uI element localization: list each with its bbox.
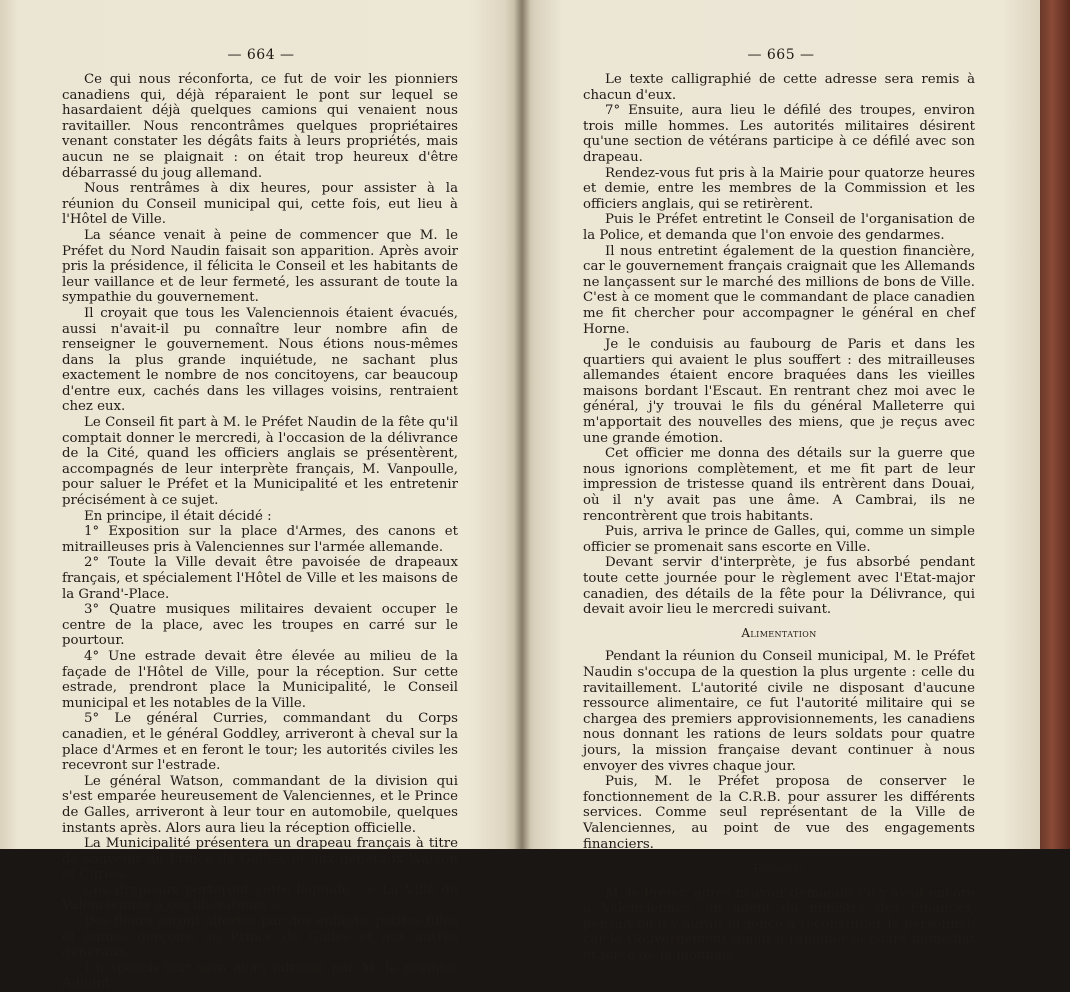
section-heading-finances: Finances (753, 862, 805, 877)
paragraph: Le texte calligraphié de cette adresse sera remis à chacun d'eux. (583, 72, 975, 103)
paragraph: Le général Watson, commandant de la division qui s'est emparée heureusement de Valenciennes, et le Prince de Galles, arriveront à leur tour en automobile, quelques instants après. Alors aura lieu la réception officielle. (62, 773, 458, 836)
right-page-number: — 665 — (747, 47, 815, 63)
paragraph: Rendez-vous fut pris à la Mairie pour quatorze heures et demie, entre les membres de la Commission et les officiers anglais, qui se retirèrent. (583, 165, 975, 212)
right-page-text (583, 72, 975, 964)
left-page-text (62, 72, 458, 992)
paragraph: 5° Le général Curries, commandant du Corps canadien, et le général Goddley, arriveront à cheval sur la place d'Armes et en feront le tour; les autorités civiles les recevront sur l'estrade. (62, 711, 458, 774)
paragraph: 3° Quatre musiques militaires devaient occuper le centre de la place, avec les troupes en carré sur le pourtour. (62, 602, 458, 649)
paragraph: 1° Exposition sur la place d'Armes, des canons et mitrailleuses pris à Valenciennes sur l'armée allemande. (62, 524, 458, 555)
paragraph: Un speech leur sera alors adressé par M. le premier Adjoint. (62, 960, 458, 992)
paragraph: Puis, arriva le prince de Galles, qui, comme un simple officier se promenait sans escorte en Ville. (583, 524, 975, 555)
paragraph: Nous rentrâmes à dix heures, pour assister à la réunion du Conseil municipal qui, cette fois, eut lieu à l'Hôtel de Ville. (62, 181, 458, 228)
paragraph: Pendant la réunion du Conseil municipal, M. le Préfet Naudin s'occupa de la question la plus urgente : celle du ravitaillement. L'autorité civile ne disposant d'aucune ressource alimentaire, ce fut l'autorité militaire qui se chargea des premiers approvisionnements, les canadiens nous donnant les rations de leurs soldats pour quatre jours, la mission française devant continuer à nous envoyer des vivres chaque jour. (583, 649, 975, 774)
paragraph: Ce qui nous réconforta, ce fut de voir les pionniers canadiens qui, déjà réparaient le pont sur lequel se hasardaient déjà quelques camions qui venaient nous ravitailler. Nous rencontrâmes quelques propriétaires venant constater les dégâts faits à leurs propriétés, mais aucun ne se plaignait : on était trop heureux d'être débarrassé du joug allemand. (62, 72, 458, 181)
paragraph: Puis le Préfet entretint le Conseil de l'organisation de la Police, et demanda que l'on envoie des gendarmes. (583, 212, 975, 243)
book-cover-edge (1040, 0, 1070, 849)
paragraph: 7° Ensuite, aura lieu le défilé des troupes, environ trois mille hommes. Les autorités militaires désirent qu'une section de vétérans participe à ce défilé avec son drapeau. (583, 103, 975, 165)
paragraph: Cet officier me donna des détails sur la guerre que nous ignorions complètement, et me fit part de leur impression de tristesse quand ils entrèrent dans Douai, où il n'y avait pas une âme. A Cambrai, ils ne rencontrèrent que trois habitants. (583, 446, 975, 524)
left-page-number: — 664 — (227, 47, 295, 63)
paragraph: Il croyait que tous les Valenciennois étaient évacués, aussi n'avait-il pu connaître leur nombre afin de renseigner le gouvernement. Nous étions nous-mêmes dans la plus grande inquiétude, ne sachant plus exactement le nombre de nos concitoyens, car beaucoup d'entre eux, cachés dans les villages voisins, rentraient chez eux. (62, 305, 458, 415)
paragraph: Ces drapeaux porteront cette légende : « La Ville de Valenciennes à ses libérateurs ». (62, 882, 458, 914)
paragraph: En principe, il était décidé : (84, 508, 272, 524)
section-heading-alimentation: Alimentation (741, 625, 817, 640)
paragraph: 4° Une estrade devait être élevée au milieu de la façade de l'Hôtel de Ville, pour la réception. Sur cette estrade, prendront place la Municipalité, le Conseil municipal et les notables de la Ville. (62, 648, 458, 711)
paragraph: La séance venait à peine de commencer que M. le Préfet du Nord Naudin faisait son apparition. Après avoir pris la présidence, il félicita le Conseil et les habitants de leur vaillance et de leur fermeté, les assurant de toute la sympathie du gouvernement. (62, 227, 458, 306)
paragraph: 2° Toute la Ville devait être pavoisée de drapeaux français, et spécialement l'Hôtel de Ville et les maisons de la Grand'-Place. (62, 555, 458, 602)
paragraph: M. le Préfet, après m'avoir demandé s'il y avait encore à Valenciennes, un agent du ministre des Finances, pensait qu'il y aurait urgence à reconstituer le personnel, car le Gouvernement tenait à ramener le cours immédiat et forcé de la monnaie, (583, 885, 975, 964)
paragraph: La Municipalité présentera un drapeau français à titre de souvenir au Prince de Galles, et aux généraux Watson et Curies. (62, 836, 458, 883)
paragraph: Devant servir d'interprète, je fus absorbé pendant toute cette journée pour le règlement avec l'Etat-major canadien, des détails de la fête pour la Délivrance, qui devait avoir lieu le mercredi suivant. (583, 555, 975, 618)
book-gutter (514, 0, 530, 849)
paragraph: Des fleurs seront offertes par des enfants, petites filles et jeunes garçons, au Prince de Galles et aux autres généraux. (62, 914, 458, 961)
paragraph: Le Conseil fit part à M. le Préfet Naudin de la fête qu'il comptait donner le mercredi, à l'occasion de la délivrance de la Cité, quand les officiers anglais se présentèrent, accompagnés de leur interprète français, M. Vanpoulle, pour saluer le Préfet et la Municipalité et les entretenir précisément à ce sujet. (62, 415, 458, 509)
paragraph: Puis, M. le Préfet proposa de conserver le fonctionnement de la C.R.B. pour assurer les différents services. Comme seul représentant de la Ville de Valenciennes, au point de vue des engagements financiers. (583, 774, 975, 852)
paragraph: Je le conduisis au faubourg de Paris et dans les quartiers qui avaient le plus souffert : des mitrailleuses allemandes étaient encore braquées dans les vieilles maisons bordant l'Escaut. En rentrant chez moi avec le général, j'y trouvai le fils du général Malleterre qui m'apportait des nouvelles des miens, que je reçus avec une grande émotion. (583, 337, 975, 446)
paragraph: Il nous entretint également de la question financière, car le gouvernement français craignait que les Allemands ne lançassent sur le marché des millions de bons de Ville. C'est à ce moment que le commandant de place canadien me fit chercher pour accompagner le général en chef Horne. (583, 243, 975, 337)
